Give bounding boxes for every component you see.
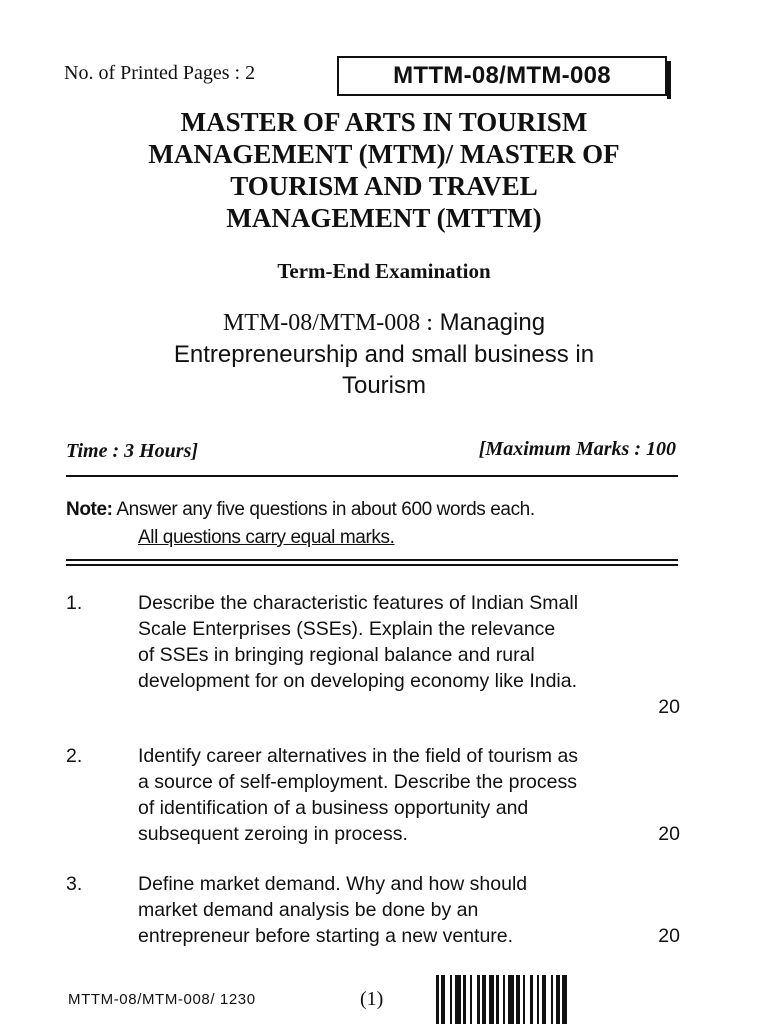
question-text	[138, 871, 678, 949]
barcode-bar	[551, 975, 553, 1024]
question-text-line: market demand analysis be done by an	[138, 899, 479, 921]
barcode-bar	[523, 975, 525, 1024]
barcode-bar	[516, 975, 520, 1024]
barcode-bar	[556, 975, 560, 1024]
question-number: 2.	[66, 745, 83, 767]
programme-title	[40, 106, 728, 234]
barcode-bar	[450, 975, 452, 1024]
question-text-line: Identify career alternatives in the field of tourism as	[138, 745, 579, 767]
exam-type-heading: Term-End Examination	[277, 259, 491, 283]
question-marks: 20	[658, 696, 680, 718]
barcode-bar	[482, 975, 486, 1024]
paper-code-box: MTTM-08/MTM-008	[337, 56, 667, 96]
programme-title-line: TOURISM AND TRAVEL	[230, 171, 538, 201]
barcode-bar	[441, 975, 445, 1024]
barcode-bar	[455, 975, 461, 1024]
question-text-line: development for on developing economy like India.	[138, 670, 578, 692]
course-name-part: Tourism	[341, 372, 426, 399]
question-text-line: of SSEs in bringing regional balance and rural	[138, 644, 535, 666]
barcode-bar	[496, 975, 499, 1024]
programme-title-line: MASTER OF ARTS IN TOURISM	[180, 107, 588, 137]
barcode-bar	[537, 975, 539, 1024]
barcode-bar	[530, 975, 533, 1024]
course-name-part: Entrepreneurship and small business in	[173, 341, 595, 368]
question-text-line: a source of self-employment. Describe the process	[138, 771, 577, 793]
barcode-bar	[503, 975, 505, 1024]
barcode-bar	[489, 975, 494, 1024]
question-marks: 20	[658, 823, 680, 845]
barcode-bar	[542, 975, 546, 1024]
question-text-line: Define market demand. Why and how should	[138, 873, 528, 895]
course-code: MTM-08/MTM-008 :	[222, 310, 433, 336]
note-text: All questions carry equal marks.	[138, 527, 395, 548]
barcode-bar	[463, 975, 466, 1024]
note-text: Answer any five questions in about 600 words each.	[116, 499, 535, 520]
question-item	[66, 743, 682, 853]
barcode-bar	[477, 975, 480, 1024]
course-name-part: Managing	[439, 309, 546, 336]
question-text-line: of identification of a business opportunity and	[138, 797, 529, 819]
barcode-icon	[436, 975, 682, 1024]
question-item	[66, 590, 682, 720]
question-number: 3.	[66, 873, 83, 895]
note-label: Note:	[66, 499, 113, 520]
page-number: (1)	[360, 988, 384, 1010]
divider-line	[66, 475, 678, 477]
divider-line	[66, 564, 678, 566]
question-text	[138, 743, 678, 847]
maximum-marks: [Maximum Marks : 100	[478, 438, 676, 460]
question-item	[66, 871, 682, 956]
programme-title-line: MANAGEMENT (MTTM)	[226, 203, 542, 233]
question-text-line: Describe the characteristic features of Indian Small	[138, 592, 579, 614]
question-number: 1.	[66, 592, 83, 614]
footer-paper-code: MTTM-08/MTM-008/ 1230	[68, 991, 256, 1008]
question-text-line: Scale Enterprises (SSEs). Explain the relevance	[138, 618, 556, 640]
barcode-bar	[562, 975, 567, 1024]
course-title	[40, 307, 728, 401]
divider-line	[66, 559, 678, 561]
question-marks: 20	[658, 925, 680, 947]
exam-time: Time : 3 Hours]	[66, 440, 199, 462]
programme-title-line: MANAGEMENT (MTM)/ MASTER OF	[148, 139, 620, 169]
instructions-note	[66, 496, 686, 552]
barcode-bar	[470, 975, 472, 1024]
barcode-bar	[436, 975, 439, 1024]
barcode-bar	[508, 975, 514, 1024]
question-text-line: entrepreneur before starting a new venture.	[138, 925, 514, 947]
printed-pages-count: No. of Printed Pages : 2	[64, 62, 256, 84]
question-text	[138, 590, 678, 694]
question-text-line: subsequent zeroing in process.	[138, 823, 408, 845]
